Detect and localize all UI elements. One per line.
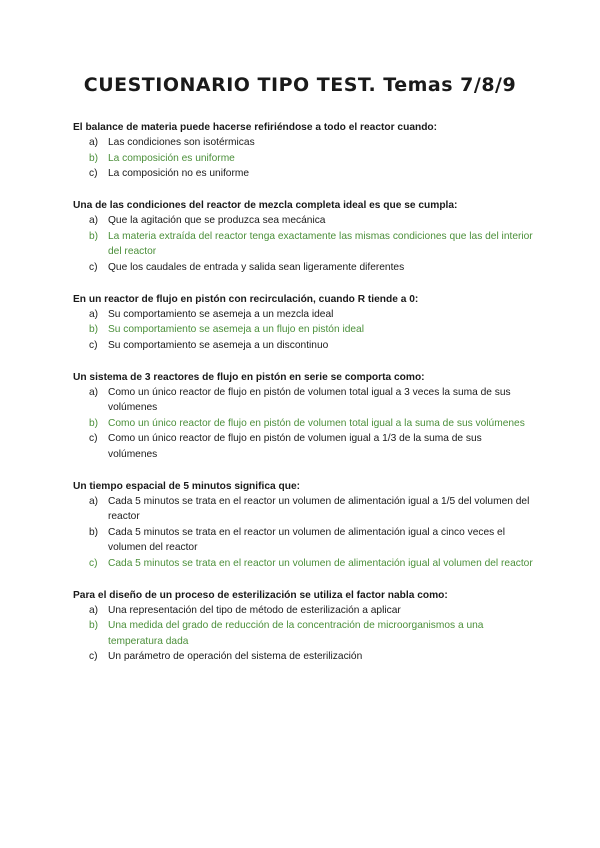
option-letter: c) [89, 261, 98, 273]
option-letter: a) [89, 215, 99, 226]
option-list [73, 494, 533, 572]
option-letter: b) [89, 526, 99, 538]
option-b [73, 416, 533, 432]
question-2 [73, 198, 533, 275]
option-letter: b) [89, 324, 99, 335]
option-c [73, 166, 533, 182]
option-letter: a) [89, 308, 99, 320]
question-6 [73, 588, 533, 665]
question-text: Para el diseño de un proceso de esterilización se utiliza el factor nabla como: [73, 589, 448, 601]
question-list [73, 120, 533, 681]
option-letter: b) [89, 230, 99, 242]
option-c [73, 649, 533, 665]
option-letter: a) [89, 386, 99, 398]
option-text: Como un único reactor de flujo en pistón de volumen total igual a 3 veces la suma de sus volúmenes [108, 386, 511, 413]
option-letter: c) [89, 433, 98, 444]
page-title: CUESTIONARIO TIPO TEST. Temas 7/8/9 [83, 74, 517, 96]
option-letter: b) [89, 417, 99, 429]
option-list [73, 213, 533, 275]
option-b [73, 322, 533, 338]
option-b [73, 525, 533, 556]
question-5 [73, 479, 533, 572]
option-a [73, 135, 533, 151]
option-a [73, 307, 533, 323]
option-text: Como un único reactor de flujo en pistón de volumen igual a 1/3 de la suma de sus volúmenes [108, 433, 482, 460]
option-a [73, 213, 533, 229]
question-text: El balance de materia puede hacerse refiriéndose a todo el reactor cuando: [73, 122, 438, 133]
option-letter: a) [89, 495, 99, 507]
option-list [73, 307, 533, 354]
option-text: Como un único reactor de flujo en pistón de volumen total igual a la suma de sus volúmenes [108, 417, 525, 429]
option-text: Que la agitación que se produzca sea mecánica [108, 215, 326, 226]
option-letter: a) [89, 137, 99, 148]
option-text: La composición es uniforme [108, 152, 235, 164]
question-text: Un tiempo espacial de 5 minutos significa que: [73, 480, 301, 492]
question-text: En un reactor de flujo en pistón con recirculación, cuando R tiende a 0: [73, 293, 419, 305]
question-3 [73, 292, 533, 354]
option-c [73, 431, 533, 462]
option-list [73, 603, 533, 665]
option-b [73, 151, 533, 167]
question-1 [73, 120, 533, 182]
question-text: Un sistema de 3 reactores de flujo en pistón en serie se comporta como: [73, 371, 425, 383]
option-text: Cada 5 minutos se trata en el reactor un volumen de alimentación igual a cinco veces el volumen del reactor [108, 526, 505, 553]
option-a [73, 385, 533, 416]
option-a [73, 494, 533, 525]
option-text: La materia extraída del reactor tenga exactamente las mismas condiciones que las del interior del reactor [108, 230, 533, 257]
option-text: Cada 5 minutos se trata en el reactor un volumen de alimentación igual al volumen del reactor [108, 557, 533, 569]
option-c [73, 338, 533, 354]
option-a [73, 603, 533, 619]
option-b [73, 229, 533, 260]
question-4 [73, 370, 533, 463]
option-text: Su comportamiento se asemeja a un discontinuo [108, 339, 329, 351]
option-text: Un parámetro de operación del sistema de esterilización [108, 651, 363, 662]
option-c [73, 260, 533, 276]
option-text: Una medida del grado de reducción de la concentración de microorganismos a una temperatura dada [108, 620, 484, 647]
option-text: La composición no es uniforme [108, 168, 250, 179]
option-text: Que los caudales de entrada y salida sean ligeramente diferentes [108, 261, 405, 273]
option-letter: c) [89, 651, 98, 662]
option-letter: c) [89, 339, 98, 351]
option-text: Cada 5 minutos se trata en el reactor un volumen de alimentación igual a 1/5 del volumen del reactor [108, 495, 530, 522]
option-b [73, 618, 533, 649]
option-text: Su comportamiento se asemeja a un flujo en pistón ideal [108, 324, 364, 335]
option-letter: b) [89, 620, 99, 631]
option-text: Las condiciones son isotérmicas [108, 137, 255, 148]
option-letter: c) [89, 557, 98, 569]
option-c [73, 556, 533, 572]
option-list [73, 385, 533, 463]
option-list [73, 135, 533, 182]
question-text: Una de las condiciones del reactor de mezcla completa ideal es que se cumpla: [73, 200, 458, 211]
option-letter: a) [89, 604, 99, 616]
option-text: Su comportamiento se asemeja a un mezcla ideal [108, 308, 334, 320]
option-letter: b) [89, 152, 99, 164]
option-text: Una representación del tipo de método de esterilización a aplicar [108, 604, 401, 616]
option-letter: c) [89, 168, 98, 179]
